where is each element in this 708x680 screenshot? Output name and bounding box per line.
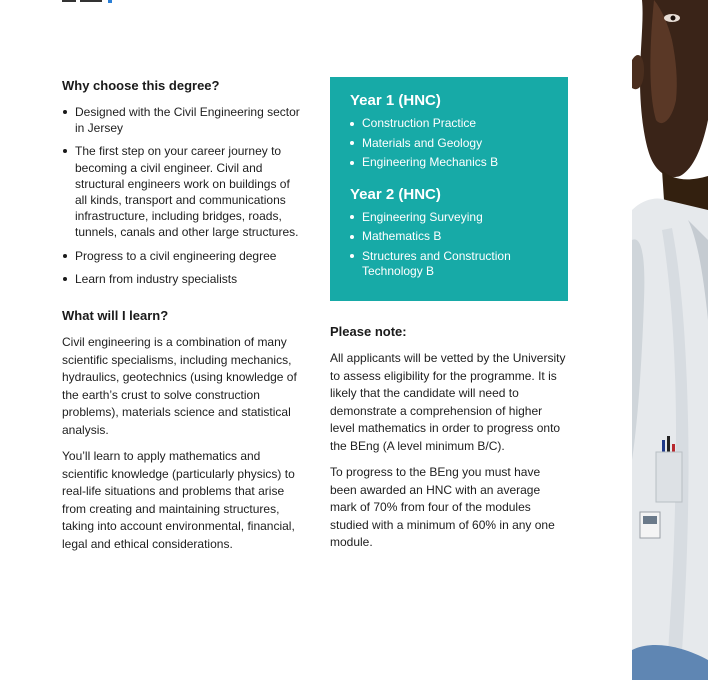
why-heading: Why choose this degree?: [62, 78, 220, 93]
note-heading: Please note:: [330, 324, 407, 339]
year2-module-list: [350, 210, 548, 280]
why-list-item: Learn from industry specialists: [62, 271, 302, 287]
learn-paragraph: Civil engineering is a combination of many scientific specialisms, including mechanics, hydraulics, geotechnics (using knowledge of the earth’s crust to solve construction problems), materials science and statistical analysis.: [62, 335, 297, 437]
module-item: Engineering Surveying: [350, 210, 548, 226]
module-item: Construction Practice: [350, 116, 548, 132]
note-paragraph: All applicants will be vetted by the University to assess eligibility for the programme. It is likely that the candidate will need to demonstrate a comprehension of higher level mathematics in order to progress onto the BEng (A level minimum B/C).: [330, 351, 566, 453]
module-item: Materials and Geology: [350, 136, 548, 152]
learn-paragraph: You’ll learn to apply mathematics and scientific knowledge (particularly physics) to real-life situations and problems that arise from creating and maintaining structures, taking into account environmental, financial, legal and ethical considerations.: [62, 449, 295, 551]
year1-module-list: [350, 116, 548, 171]
why-list: [62, 104, 302, 287]
module-item: Mathematics B: [350, 229, 548, 245]
modules-box: [330, 77, 568, 301]
previous-page-text-fragment: [62, 0, 142, 4]
left-column: [62, 77, 302, 562]
note-paragraph: To progress to the BEng you must have been awarded an HNC with an average mark of 70% from four of the modules studied with a minimum of 60% in any one module.: [330, 465, 555, 549]
why-list-item: Progress to a civil engineering degree: [62, 248, 302, 264]
note-section: [330, 323, 570, 552]
why-list-item: Designed with the Civil Engineering sector in Jersey: [62, 104, 302, 136]
learn-section: [62, 307, 302, 553]
year1-title: Year 1 (HNC): [350, 92, 441, 109]
module-item: Engineering Mechanics B: [350, 155, 548, 171]
person-in-lab-coat-photo: [632, 0, 708, 680]
module-item: Structures and Construction Technology B: [350, 249, 548, 280]
learn-heading: What will I learn?: [62, 308, 169, 324]
year2-title: Year 2 (HNC): [350, 185, 441, 203]
why-list-item: The first step on your career journey to becoming a civil engineer. Civil and structural engineers work on buildings of all kinds, transport and communications infrastructure, including bridges, roads, tunnels, canals and other large structures.: [62, 143, 302, 240]
right-column: [330, 77, 570, 561]
